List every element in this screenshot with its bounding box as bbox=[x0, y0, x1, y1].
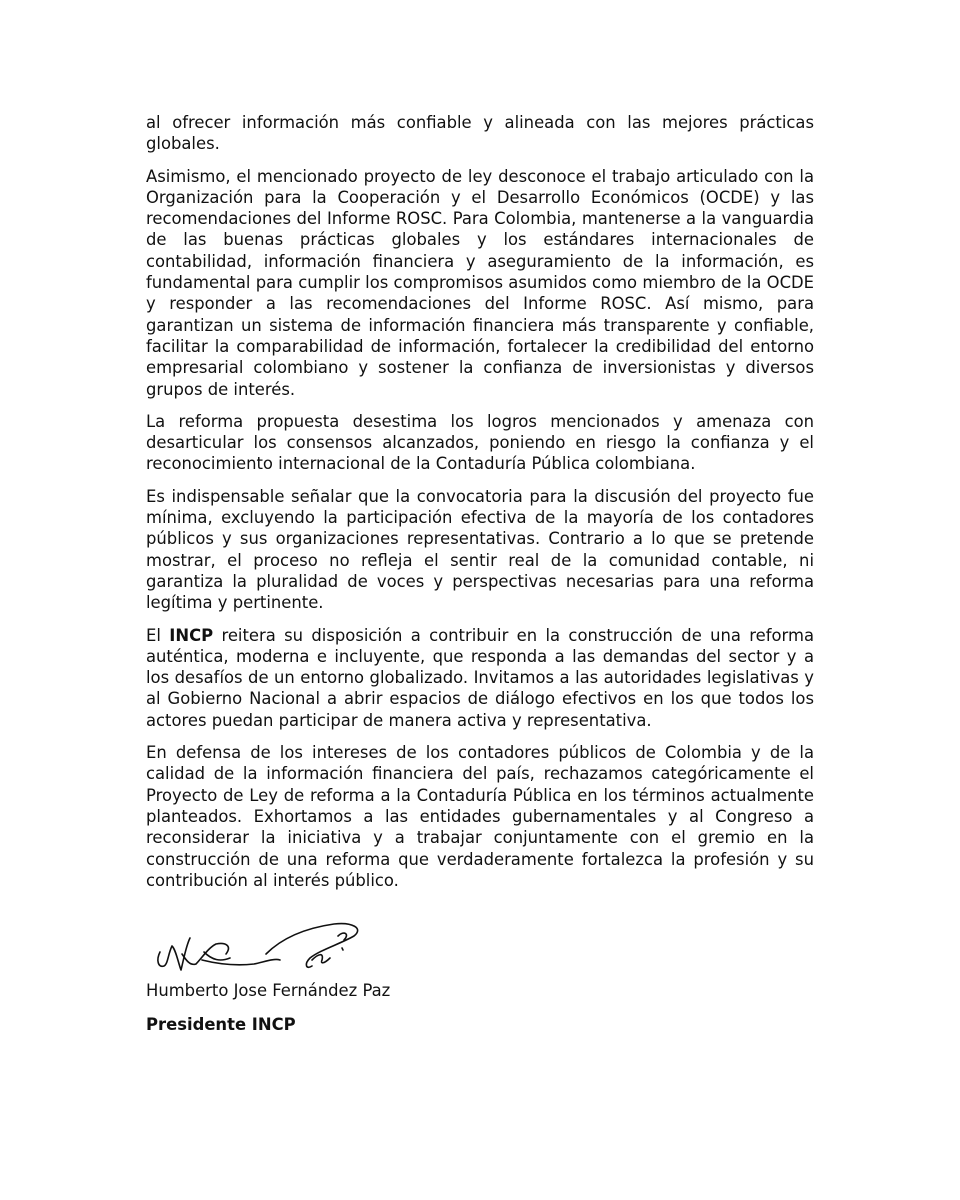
letter-page bbox=[146, 112, 814, 1036]
signer-name: Humberto Jose Fernández Paz bbox=[146, 981, 391, 1001]
incp-lead-text: El bbox=[146, 625, 170, 645]
letter-paragraph-3: La reforma propuesta desestima los logros mencionados y amenaza con desarticular los consensos alcanzados, poniendo en riesgo la confianza y el reconocimiento internacional de la Contaduría Pública colombiana. bbox=[146, 411, 814, 474]
letter-paragraph-2: Asimismo, el mencionado proyecto de ley desconoce el trabajo articulado con la Organización para la Cooperación y el Desarrollo Económicos (OCDE) y las recomendaciones del Informe ROSC. Para Colombia, mantenerse a la vanguardia de las buenas prácticas globales y los estándares internacionales de contabilidad, información financiera y aseguramiento de la información, es fundamental para cumplir los compromisos asumidos como miembro de la OCDE y responder a las recomendaciones del Informe ROSC. Así mismo, para garantizan un sistema de información financiera más transparente y confiable, facilitar la comparabilidad de información, fortalecer la credibilidad del entorno empresarial colombiano y sostener la confianza de inversionistas y diversos grupos de interés. bbox=[146, 166, 814, 399]
letter-closing-paragraph: En defensa de los intereses de los contadores públicos de Colombia y de la calidad de la información financiera del país, rechazamos categóricamente el Proyecto de Ley de reforma a la Contaduría Pública en los términos actualmente planteados. Exhortamos a las entidades gubernamentales y al Congreso a reconsiderar la iniciativa y a trabajar conjuntamente con el gremio en la construcción de una reforma que verdaderamente fortalezca la profesión y su contribución al interés público. bbox=[146, 743, 814, 890]
letter-paragraph-incp bbox=[146, 625, 814, 731]
letter-paragraph-4: Es indispensable señalar que la convocatoria para la discusión del proyecto fue mínima, excluyendo la participación efectiva de la mayoría de los contadores públicos y sus organizaciones representativas. Contrario a lo que se pretende mostrar, el proceso no refleja el sentir real de la comunidad contable, ni garantiza la pluralidad de voces y perspectivas necesarias para una reforma legítima y pertinente. bbox=[146, 486, 814, 613]
letter-paragraph-1: al ofrecer información más confiable y alineada con las mejores prácticas globales. bbox=[146, 113, 814, 154]
signer-title: Presidente INCP bbox=[146, 1015, 296, 1035]
incp-rest-text: reitera su disposición a contribuir en la construcción de una reforma auténtica, moderna e incluyente, que responda a las demandas del sector y a los desafíos de un entorno globalizado. Invitamos a las autoridades legislativas y al Gobierno Nacional a abrir espacios de diálogo efectivos en los que todos los actores puedan participar de manera activa y representativa. bbox=[146, 625, 815, 730]
incp-bold-text: INCP bbox=[169, 625, 214, 645]
handwritten-signature bbox=[146, 914, 386, 978]
